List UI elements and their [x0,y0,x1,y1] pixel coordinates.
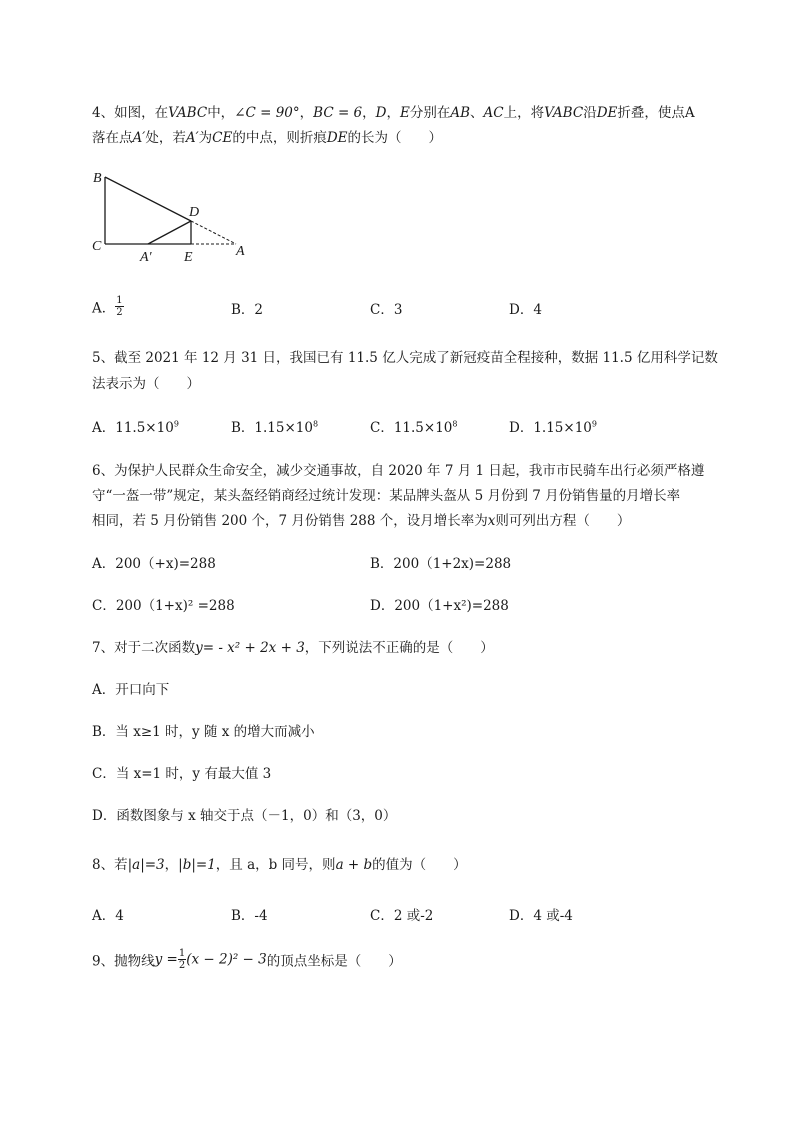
q6-option-b[interactable]: B．200（1+2x)=288 [370,556,512,572]
triangle-figure [88,164,258,264]
q4-option-c[interactable]: C．3 [370,302,403,318]
segment-da-dashed [191,221,236,244]
q5-option-d[interactable]: D．$1.15\times 10^9$ [509,419,597,436]
q5-option-c[interactable]: C．$11.5\times 10^8$ [370,419,458,436]
q5-option-b[interactable]: B．$1.15\times 10^8$ [231,419,319,436]
q8-option-c[interactable]: C．2 或-2 [370,908,434,924]
question-5-line-2: 法表示为（ ） [92,376,200,392]
segment-bd [105,177,191,221]
label-b: B [93,171,102,186]
q4-option-b[interactable]: B．2 [231,302,264,318]
q6-option-d[interactable]: D．200（1+x²)=288 [370,598,509,614]
question-4-line-1: 4、如图，在VABC中，∠C = 90°，BC = 6，D，E分别在AB、AC上，将VABC沿DE折叠，使点A [92,105,695,121]
fraction-one-half: $\frac{1}{2}$ [116,295,123,318]
q6-option-c[interactable]: C．200（1+x)² =288 [92,598,235,614]
label-e: E [184,250,193,264]
label-c: C [92,239,102,254]
q6-option-a[interactable]: A．200（+x)=288 [92,556,216,572]
q7-option-c[interactable]: C．当 x=1 时，y 有最大值 3 [92,766,272,782]
label-a-prime: A′ [140,250,152,264]
label-d: D [189,205,200,220]
q4-option-a[interactable]: A． $\frac{1}{2}$ [92,295,123,318]
q8-option-b[interactable]: B．-4 [231,908,268,924]
question-4-line-2: 落在点A′处，若A′为CE的中点，则折痕DE的长为（ ） [92,130,443,146]
question-7-stem: 7、对于二次函数y= - x² + 2x + 3，下列说法不正确的是（ ） [92,640,494,656]
question-8-stem: 8、若|a|=3，|b|=1，且 a，b 同号，则a + b的值为（ ） [92,857,467,873]
question-5-line-1: 5、截至 2021 年 12 月 31 日，我国已有 11.5 亿人完成了新冠疫苗全程接种，数据 11.5 亿用科学记数 [92,350,718,366]
q4-option-d[interactable]: D．4 [509,302,542,318]
question-6-line-1: 6、为保护人民群众生命安全，减少交通事故，自 2020 年 7 月 1 日起，我市市民骑车出行必须严格遵 [92,463,705,479]
question-6-line-2: 守“一盔一带”规定，某头盔经销商经过统计发现：某品牌头盔从 5 月份到 7 月份销售量的月增长率 [92,488,681,504]
q5-option-a[interactable]: A．$11.5\times 10^9$ [92,419,179,436]
segment-da-prime [148,221,191,244]
question-9-stem: 9、抛物线y = $\frac{1}{2}$ (x − 2)² − 3的顶点坐标是（ ） [92,948,402,971]
fraction-one-half-q9: $\frac{1}{2}$ [178,948,186,971]
question-6-line-3: 相同，若 5 月份销售 200 个，7 月份销售 288 个，设月增长率为x则可列出方程（ ） [92,513,631,529]
q8-option-d[interactable]: D．4 或-4 [509,908,573,924]
q7-option-d[interactable]: D．函数图象与 x 轴交于点（－1，0）和（3，0） [92,808,397,824]
q8-option-a[interactable]: A．4 [92,908,124,924]
q7-option-b[interactable]: B．当 x≥1 时，y 随 x 的增大而减小 [92,724,315,740]
label-a: A [236,244,245,259]
q7-option-a[interactable]: A．开口向下 [92,682,170,698]
